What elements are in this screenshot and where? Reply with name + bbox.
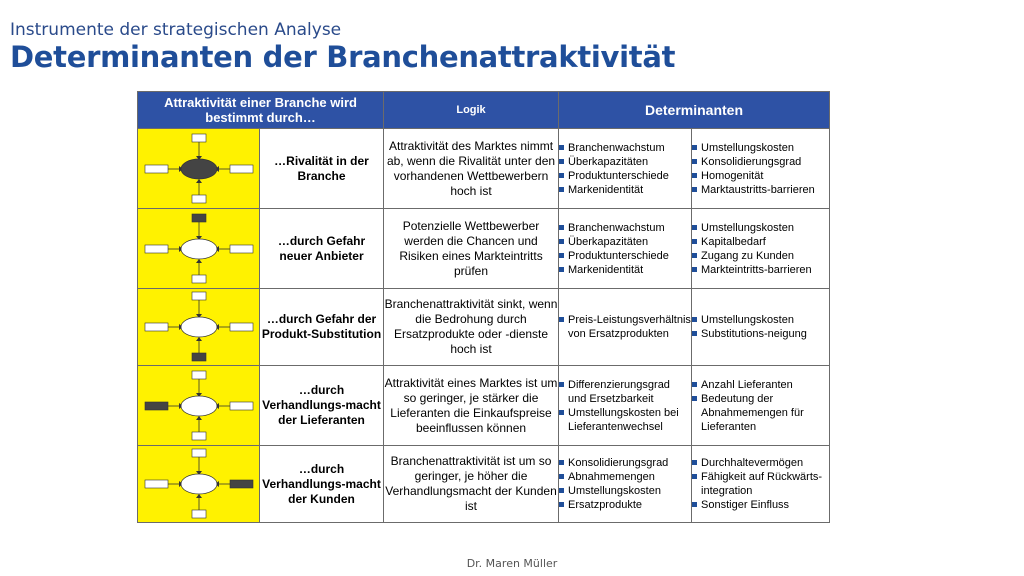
logic-text: Attraktivität des Marktes nimmt ab, wenn die Rivalität unter den vorhandenen Wettbewerbern hoch ist (384, 129, 559, 209)
determinants-list-b (692, 366, 830, 446)
determinants-list-b (692, 446, 830, 523)
determinant-item: Produktunterschiede (559, 249, 691, 263)
determinant-item: Markteintritts-barrieren (692, 263, 829, 277)
determinant-item: Markenidentität (559, 183, 691, 197)
determinant-item: Fähigkeit auf Rückwärts-integration (692, 470, 829, 498)
five-forces-diagram-icon (143, 447, 255, 521)
force-label: …Rivalität in der Branche (260, 129, 384, 209)
force-icon-cell (138, 129, 260, 209)
determinant-item: Bedeutung der Abnahmemengen für Lieferanten (692, 392, 829, 434)
logic-text: Attraktivität eines Marktes ist um so geringer, je stärker die Lieferanten die Einkaufspreise beeinflussen können (384, 366, 559, 446)
five-forces-diagram-icon (143, 132, 255, 206)
determinant-item: Durchhaltevermögen (692, 456, 829, 470)
header-cell-force: Attraktivität einer Branche wird bestimmt durch… (138, 92, 384, 129)
determinant-item: Überkapazitäten (559, 155, 691, 169)
determinants-list-b (692, 129, 830, 209)
five-forces-diagram-icon (143, 290, 255, 364)
determinant-item: Sonstiger Einfluss (692, 498, 829, 512)
force-label: …durch Verhandlungs-macht der Lieferanten (260, 366, 384, 446)
determinant-item: Umstellungskosten (692, 313, 829, 327)
determinant-item: Umstellungskosten (559, 484, 691, 498)
determinant-item: Überkapazitäten (559, 235, 691, 249)
footer-author: Dr. Maren Müller (466, 557, 558, 570)
determinants-list-b (692, 289, 830, 366)
determinants-list-a (559, 446, 692, 523)
determinants-list-a (559, 366, 692, 446)
force-label: …durch Gefahr neuer Anbieter (260, 209, 384, 289)
page-title: Determinanten der Branchenattraktivität (10, 40, 676, 74)
force-icon-cell (138, 209, 260, 289)
determinant-item: Umstellungskosten (692, 141, 829, 155)
table-row (138, 446, 830, 523)
page-subtitle: Instrumente der strategischen Analyse (10, 20, 342, 40)
determinant-item: Markenidentität (559, 263, 691, 277)
five-forces-diagram-icon (143, 212, 255, 286)
table-row (138, 129, 830, 209)
determinant-item: Homogenität (692, 169, 829, 183)
determinant-item: Konsolidierungsgrad (692, 155, 829, 169)
table-row (138, 366, 830, 446)
determinant-item: Substitutions-neigung (692, 327, 829, 341)
determinants-list-a (559, 289, 692, 366)
determinant-item: Differenzierungsgrad und Ersetzbarkeit (559, 378, 691, 406)
header-cell-determinants: Determinanten (559, 92, 830, 129)
force-label: …durch Gefahr der Produkt-Substitution (260, 289, 384, 366)
force-icon-cell (138, 446, 260, 523)
determinant-item: Kapitalbedarf (692, 235, 829, 249)
logic-text: Branchenattraktivität ist um so geringer, je höher die Verhandlungsmacht der Kunden ist (384, 446, 559, 523)
determinants-table (137, 91, 830, 523)
force-icon-cell (138, 366, 260, 446)
determinant-item: Marktaustritts-barrieren (692, 183, 829, 197)
determinant-item: Ersatzprodukte (559, 498, 691, 512)
determinants-list-a (559, 129, 692, 209)
logic-text: Branchenattraktivität sinkt, wenn die Bedrohung durch Ersatzprodukte oder -dienste hoch ist (384, 289, 559, 366)
table-row (138, 289, 830, 366)
determinant-item: Preis-Leistungsverhältnis von Ersatzprodukten (559, 313, 691, 341)
determinant-item: Umstellungskosten (692, 221, 829, 235)
table-header-row (138, 92, 830, 129)
header-cell-logic: Logik (384, 92, 559, 129)
determinants-list-a (559, 209, 692, 289)
determinant-item: Anzahl Lieferanten (692, 378, 829, 392)
determinant-item: Abnahmemengen (559, 470, 691, 484)
force-label: …durch Verhandlungs-macht der Kunden (260, 446, 384, 523)
determinant-item: Produktunterschiede (559, 169, 691, 183)
determinant-item: Umstellungskosten bei Lieferantenwechsel (559, 406, 691, 434)
force-icon-cell (138, 289, 260, 366)
table-row (138, 209, 830, 289)
determinant-item: Branchenwachstum (559, 141, 691, 155)
five-forces-diagram-icon (143, 369, 255, 443)
determinant-item: Zugang zu Kunden (692, 249, 829, 263)
determinant-item: Branchenwachstum (559, 221, 691, 235)
determinant-item: Konsolidierungsgrad (559, 456, 691, 470)
logic-text: Potenzielle Wettbewerber werden die Chancen und Risiken eines Markteintritts prüfen (384, 209, 559, 289)
determinants-list-b (692, 209, 830, 289)
